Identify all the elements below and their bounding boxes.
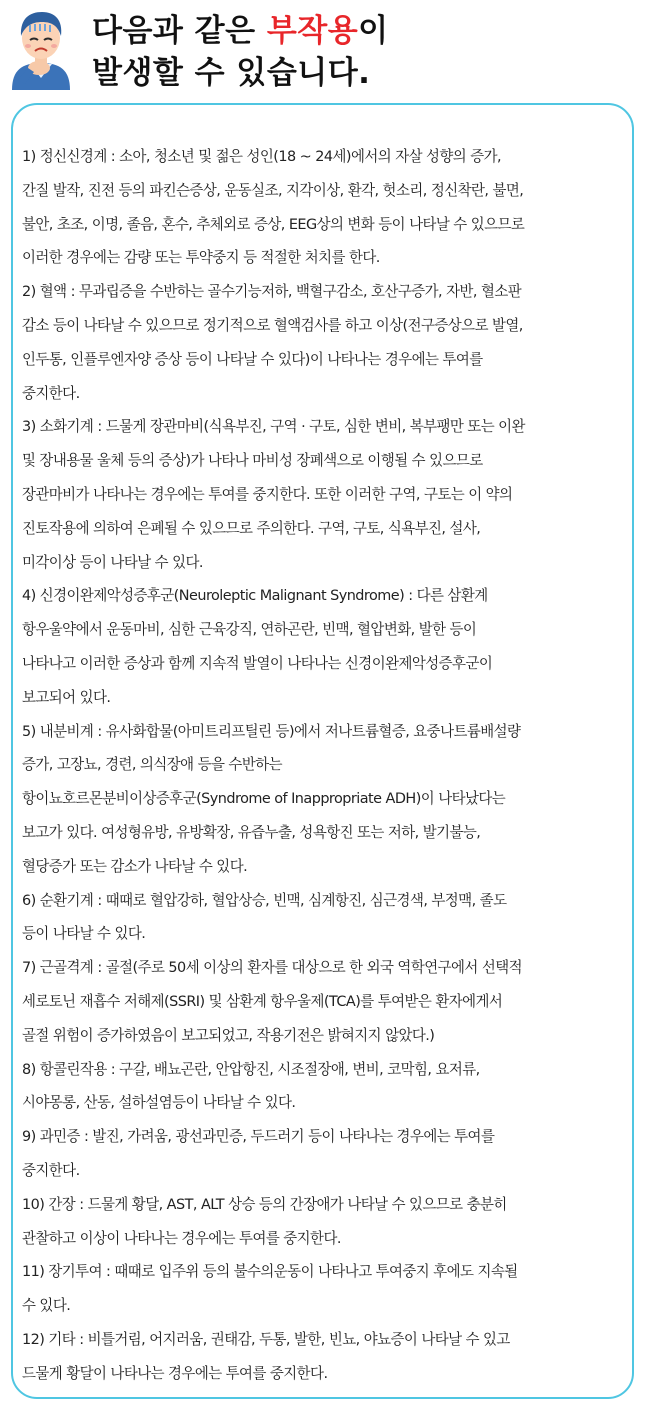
text-line: 시야몽롱, 산동, 설하설염등이 나타날 수 있다. (22, 1094, 296, 1112)
text-line: 등이 나타날 수 있다. (22, 925, 146, 943)
text-line: 12) 기타 : 비틀거림, 어지러움, 권태감, 두통, 발한, 빈뇨, 야뇨증이 나타날 수 있고 (22, 1330, 510, 1348)
text-line: 항이뇨호르몬분비이상증후군(Syndrome of Inappropriate ADH)이 나타났다는 (22, 790, 506, 808)
text-line: 9) 과민증 : 발진, 가려움, 광선과민증, 두드러기 등이 나타나는 경우에는 투여를 (22, 1128, 495, 1146)
text-line: 불안, 초조, 이명, 졸음, 혼수, 추체외로 증상, EEG상의 변화 등이 나타날 수 있으므로 (22, 215, 525, 233)
text-line: 2) 혈액 : 무과립증을 수반하는 골수기능저하, 백혈구감소, 호산구증가, 자반, 혈소판 (22, 283, 522, 301)
page-title: 다음과 같은 부작용이 발생할 수 있습니다. (92, 13, 389, 91)
text-line: 보고가 있다. 여성형유방, 유방확장, 유즙누출, 성욕항진 또는 저하, 발기불능, (22, 823, 481, 841)
text-line: 나타나고 이러한 증상과 함께 지속적 발열이 나타나는 신경이완제악성증후군이 (22, 654, 493, 672)
header (0, 0, 645, 100)
text-line: 진토작용에 의하여 은폐될 수 있으므로 주의한다. 구역, 구토, 식욕부진, 설사, (22, 519, 481, 537)
text-line: 간질 발작, 진전 등의 파킨슨증상, 운동실조, 지각이상, 환각, 헛소리, 정신착란, 불면, (22, 181, 524, 199)
text-line: 8) 항콜린작용 : 구갈, 배뇨곤란, 안압항진, 시조절장애, 변비, 코막힘, 요저류, (22, 1060, 480, 1078)
text-line: 항우울약에서 운동마비, 심한 근육강직, 연하곤란, 빈맥, 혈압변화, 발한 등이 (22, 621, 477, 639)
text-line: 수 있다. (22, 1297, 71, 1315)
text-line: 4) 신경이완제악성증후군(Neuroleptic Malignant Syndrome) : 다른 삼환계 (22, 587, 488, 605)
text-line: 감소 등이 나타날 수 있으므로 정기적으로 혈액검사를 하고 이상(전구증상으로 발열, (22, 316, 523, 334)
text-line: 인두통, 인플루엔자양 증상 등이 나타날 수 있다)이 나타나는 경우에는 투여를 (22, 350, 483, 368)
title-highlight: 부작용 (266, 13, 359, 49)
text-line: 3) 소화기계 : 드물게 장관마비(식욕부진, 구역 · 구토, 심한 변비, 복부팽만 또는 이완 (22, 418, 525, 436)
text-line: 중지한다. (22, 1161, 80, 1179)
text-line: 보고되어 있다. (22, 688, 111, 706)
text-line: 관찰하고 이상이 나타나는 경우에는 투여를 중지한다. (22, 1229, 341, 1247)
text-line: 장관마비가 나타나는 경우에는 투여를 중지한다. 또한 이러한 구역, 구토는 이 약의 (22, 485, 513, 503)
text-line: 10) 간장 : 드물게 황달, AST, ALT 상승 등의 간장애가 나타날 수 있으므로 충분히 (22, 1195, 507, 1213)
text-line: 11) 장기투여 : 때때로 입주위 등의 불수의운동이 나타나고 투여중지 후에도 지속될 (22, 1263, 518, 1281)
text-line: 미각이상 등이 나타날 수 있다. (22, 553, 203, 571)
text-line: 이러한 경우에는 감량 또는 투약중지 등 적절한 처치를 한다. (22, 249, 380, 267)
text-line: 세로토닌 재흡수 저해제(SSRI) 및 삼환계 항우울제(TCA)를 투여받은 환자에게서 (22, 992, 503, 1010)
sick-person-icon (8, 8, 74, 90)
text-line: 7) 근골격계 : 골절(주로 50세 이상의 환자를 대상으로 한 외국 역학연구에서 선택적 (22, 959, 523, 977)
text-line: 1) 정신신경계 : 소아, 청소년 및 젊은 성인(18 ~ 24세)에서의 자살 성향의 증가, (22, 148, 502, 165)
text-line: 5) 내분비계 : 유사화합물(아미트리프틸린 등)에서 저나트륨혈증, 요중나트륨배설량 (22, 722, 521, 740)
text-line: 6) 순환기계 : 때때로 혈압강하, 혈압상승, 빈맥, 심계항진, 심근경색, 부정맥, 졸도 (22, 891, 507, 909)
text-line: 및 장내용물 울체 등의 증상)가 나타나 마비성 장폐색으로 이행될 수 있으므로 (22, 452, 483, 470)
text-line: 중지한다. (22, 384, 80, 402)
text-line: 증가, 고장뇨, 경련, 의식장애 등을 수반하는 (22, 756, 283, 774)
side-effects-text (22, 140, 632, 1390)
text-line: 혈당증가 또는 감소가 나타날 수 있다. (22, 857, 248, 875)
text-line: 드물게 황달이 나타나는 경우에는 투여를 중지한다. (22, 1364, 328, 1382)
text-line: 골절 위험이 증가하였음이 보고되었고, 작용기전은 밝혀지지 않았다.) (22, 1026, 435, 1044)
